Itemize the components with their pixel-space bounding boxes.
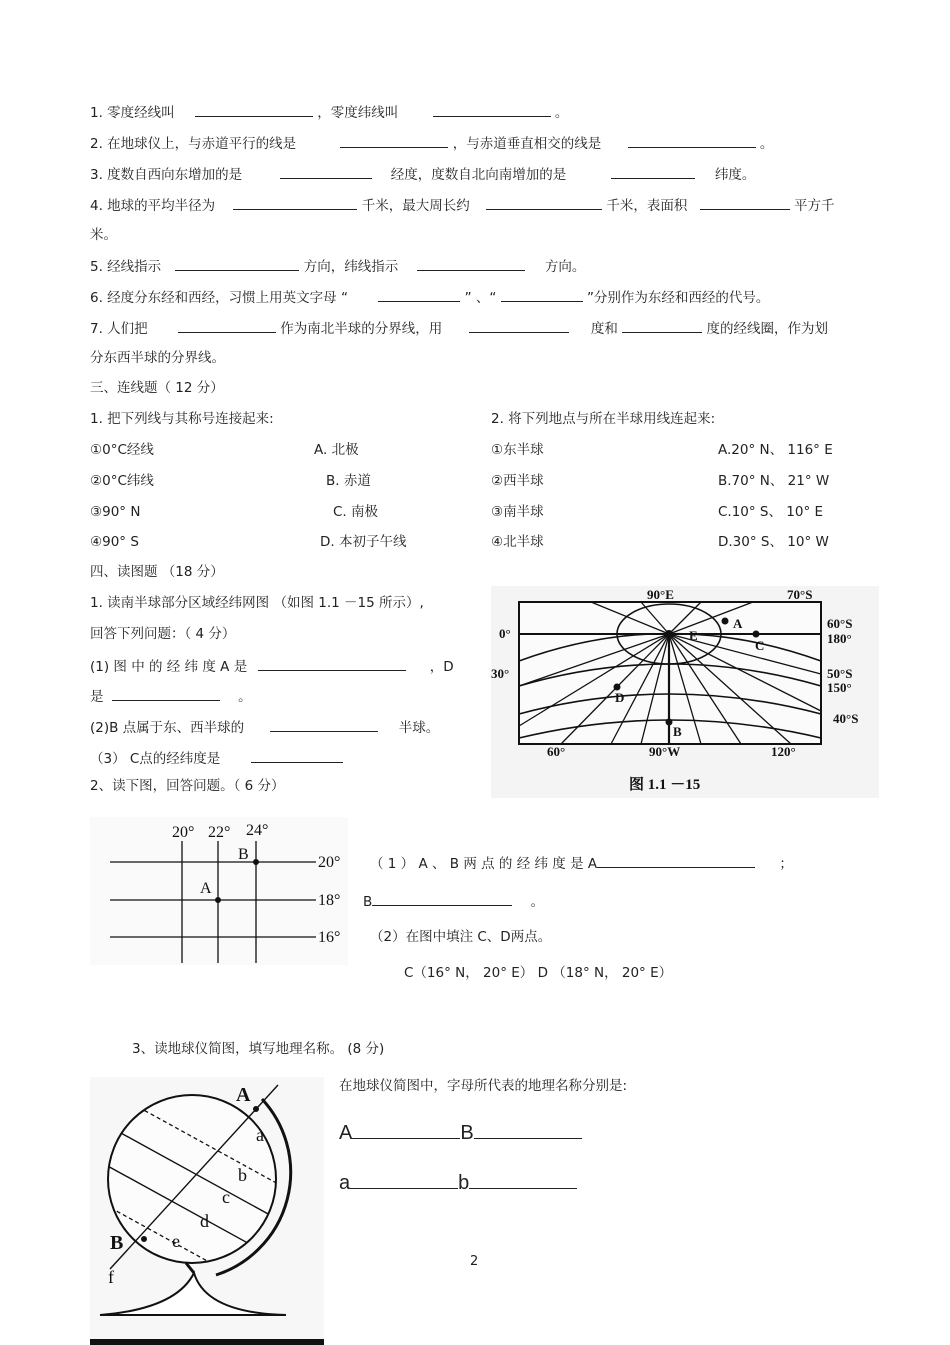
s4q2-title: 2、读下图，回答问题。（ 6 分） <box>90 778 285 794</box>
q7-blank-2[interactable] <box>469 318 569 333</box>
q7-blank-3[interactable] <box>622 318 702 333</box>
s4q2-p1 <box>370 853 793 873</box>
q7-blank-1[interactable] <box>178 318 276 333</box>
q5-blank-2[interactable] <box>417 256 525 271</box>
q1-text-b: ，零度纬线叫 <box>317 105 399 121</box>
q2-text-b: ，与赤道垂直相交的线是 <box>452 136 602 152</box>
s3q1-right-item[interactable]: C. 南极 <box>333 504 379 520</box>
s3q2-right-item[interactable]: C.10° S、 10° E <box>718 504 824 520</box>
s4q1-line4 <box>90 686 252 706</box>
s3q2-right-item[interactable]: D.30° S、 10° W <box>718 534 829 550</box>
figure-grid <box>90 817 348 965</box>
s3q2-right-item[interactable]: A.20° N、 116° E <box>718 442 833 458</box>
q1-text-a: 1. 零度经线叫 <box>90 105 175 121</box>
s3q2-title: 2. 将下列地点与所在半球用线连起来: <box>491 411 716 427</box>
q4-blank-2[interactable] <box>486 195 602 210</box>
s4q1-blank-A[interactable] <box>258 656 406 671</box>
q5-text-c: 方向。 <box>544 259 586 275</box>
q5-text-a: 5. 经线指示 <box>90 259 162 275</box>
s4q2-p2-text: B <box>363 894 373 910</box>
s3q2-right-item[interactable]: B.70° N、 21° W <box>718 473 830 489</box>
fig2-label: 24° <box>246 822 269 839</box>
fig3-label-b: b <box>238 1165 247 1185</box>
s4q3-ans-A-label: A <box>339 1122 353 1144</box>
s3q1-left-item[interactable]: ①0°C经线 <box>90 442 154 458</box>
s3q1-left-item[interactable]: ②0°C纬线 <box>90 473 154 489</box>
s4q2-blank-B[interactable] <box>372 891 512 906</box>
s4q1-l6-text: （3） C点的经纬度是 <box>90 751 221 767</box>
s3q1-right-item[interactable]: A. 北极 <box>314 442 359 458</box>
s4q3-ans-B-label: B <box>460 1122 474 1144</box>
s4q2-p1-text: （ 1 ） A 、 B 两 点 的 经 纬 度 是 A <box>370 856 598 872</box>
s3q1-left-item[interactable]: ③90° N <box>90 504 141 520</box>
fig3-label-a: a <box>256 1125 264 1145</box>
s4q1-line5 <box>90 717 439 737</box>
s4q3-title: 3、读地球仪简图，填写地理名称。 (8 分) <box>132 1041 385 1057</box>
fig3-label-f: f <box>108 1267 114 1287</box>
fig2-point-B: B <box>238 846 249 863</box>
q4-text-a: 4. 地球的平均半径为 <box>90 198 216 214</box>
s3q2-left-item[interactable]: ②西半球 <box>491 473 544 489</box>
s4q2-blank-A[interactable] <box>597 853 755 868</box>
fig3-label-A: A <box>236 1084 251 1106</box>
fig3-label-B: B <box>110 1232 124 1254</box>
fig3-label-c: c <box>222 1187 230 1207</box>
s3q2-left-item[interactable]: ③南半球 <box>491 504 544 520</box>
s4q1-line2: 回答下列问题：（ 4 分） <box>90 626 236 642</box>
fig3-label-d: d <box>200 1211 209 1231</box>
s4q2-p1-text-b: ； <box>779 856 793 872</box>
q4-blank-1[interactable] <box>233 195 357 210</box>
fig1-label: 60°S <box>827 616 853 631</box>
q7-text-a: 7. 人们把 <box>90 321 148 337</box>
s4q1-blank-C[interactable] <box>251 748 343 763</box>
s4q1-l5-text-b: 半球。 <box>398 720 440 736</box>
q3-text-b: 经度，度数自北向南增加的是 <box>390 167 567 183</box>
fig2-label: 20° <box>318 854 341 871</box>
section4-title: 四、读图题 （18 分） <box>90 564 224 580</box>
q5-blank-1[interactable] <box>175 256 299 271</box>
fig2-label: 16° <box>318 929 341 946</box>
fig2-label: 22° <box>208 824 231 841</box>
s4q1-l5-text: (2)B 点属于东、西半球的 <box>90 720 245 736</box>
fig1-label: 90°E <box>647 587 674 602</box>
fig2-point-A: A <box>200 880 212 897</box>
q4-blank-3[interactable] <box>700 195 790 210</box>
fig1-label: 0° <box>499 626 511 641</box>
s4q3-intro: 在地球仪简图中，字母所代表的地理名称分别是: <box>339 1078 628 1094</box>
s4q1-line3 <box>90 656 454 676</box>
q4-text-e: 米。 <box>90 227 117 243</box>
fig1-point-A: A <box>733 616 743 631</box>
figure-globe <box>90 1077 324 1345</box>
s3q1-left-item[interactable]: ④90° S <box>90 534 139 550</box>
s3q1-right-item[interactable]: D. 本初子午线 <box>320 534 407 550</box>
fig1-label: 70°S <box>787 587 813 602</box>
fig1-point-E: E <box>689 628 698 643</box>
s4q3-blank-b[interactable] <box>469 1170 577 1189</box>
q3-text-a: 3. 度数自西向东增加的是 <box>90 167 243 183</box>
q3-line <box>90 164 755 184</box>
s3q2-left-item[interactable]: ①东半球 <box>491 442 544 458</box>
s4q1-l3-text: (1) 图 中 的 经 纬 度 A 是 <box>90 659 248 675</box>
s4q1-l3-text-b: ，D <box>429 659 454 675</box>
q2-text-a: 2. 在地球仪上，与赤道平行的线是 <box>90 136 297 152</box>
q6-text-c: ”分别作为东经和西经的代号。 <box>586 290 770 306</box>
fig3-label-e: e <box>172 1231 180 1251</box>
fig1-caption: 图 1.1 －15 <box>629 777 701 793</box>
s4q1-l4-text: 是 <box>90 689 104 705</box>
s3q1-title: 1. 把下列线与其称号连接起来: <box>90 411 274 427</box>
fig1-point-D: D <box>615 690 625 705</box>
fig1-point-B: B <box>673 724 682 739</box>
q1-line <box>90 102 568 122</box>
s4q3-blank-A[interactable] <box>352 1120 460 1139</box>
q7-text-e: 分东西半球的分界线。 <box>90 350 225 366</box>
q7-line <box>90 318 828 338</box>
q7-text-c: 度和 <box>590 321 618 337</box>
s4q2-p2 <box>363 891 544 911</box>
s4q1-blank-B[interactable] <box>270 717 378 732</box>
q6-blank-1[interactable] <box>378 287 460 302</box>
s4q1-blank-D[interactable] <box>112 686 220 701</box>
fig1-label: 90°W <box>649 744 681 759</box>
q6-blank-2[interactable] <box>501 287 583 302</box>
q4-line <box>90 195 834 215</box>
q1-blank-2[interactable] <box>433 102 551 117</box>
figure-graticule-south <box>491 586 879 798</box>
s4q2-p2-text-b: 。 <box>530 894 545 910</box>
q7-text-b: 作为南北半球的分界线，用 <box>280 321 443 337</box>
q2-line <box>90 133 773 153</box>
s4q2-p3: （2）在图中填注 C、D两点。 <box>370 929 552 945</box>
q2-blank-1[interactable] <box>340 133 448 148</box>
q6-text-a: 6. 经度分东经和西经，习惯上用英文字母 “ <box>90 290 348 306</box>
s4q3-answer-row2 <box>339 1170 577 1195</box>
s4q2-p4: C（16° N， 20° E） D （18° N， 20° E） <box>404 965 673 981</box>
s4q3-answer-row1 <box>339 1120 582 1145</box>
s4q3-ans-a-label: a <box>339 1172 351 1194</box>
section3-title: 三、连线题（ 12 分） <box>90 380 224 396</box>
q3-text-c: 纬度。 <box>714 167 756 183</box>
q6-text-b: ” 、“ <box>464 290 497 306</box>
fig1-label: 30° <box>491 666 510 681</box>
q5-line <box>90 256 585 276</box>
q4-text-b: 千米，最大周长约 <box>361 198 470 214</box>
s3q2-left-item[interactable]: ④北半球 <box>491 534 544 550</box>
s4q1-l4-text-b: 。 <box>238 689 252 705</box>
fig2-label: 20° <box>172 824 195 841</box>
q3-blank-2[interactable] <box>611 164 695 179</box>
fig1-point-C: C <box>755 638 765 653</box>
q4-text-c: 千米，表面积 <box>606 198 688 214</box>
s4q1-line6 <box>90 748 343 768</box>
fig1-label: 120° <box>771 744 796 759</box>
q3-blank-1[interactable] <box>280 164 372 179</box>
fig1-label: 40°S <box>833 711 859 726</box>
q6-line <box>90 287 769 307</box>
fig1-label: 60° <box>547 744 566 759</box>
q4-text-d: 平方千 <box>793 198 835 214</box>
q2-blank-2[interactable] <box>628 133 756 148</box>
s4q3-blank-B[interactable] <box>474 1120 582 1139</box>
s4q3-ans-b-label: b <box>458 1172 470 1194</box>
s4q1-line1: 1. 读南半球部分区域经纬网图 （如图 1.1 －15 所示）, <box>90 595 424 611</box>
q2-text-c: 。 <box>759 136 774 152</box>
fig1-label: 150° <box>827 680 852 695</box>
s3q1-right-item[interactable]: B. 赤道 <box>326 473 371 489</box>
fig1-label: 50°S <box>827 666 853 681</box>
q5-text-b: 方向，纬线指示 <box>303 259 399 275</box>
q1-blank-1[interactable] <box>195 102 313 117</box>
page-number: 2 <box>470 1254 479 1269</box>
s4q3-blank-a[interactable] <box>350 1170 458 1189</box>
fig2-label: 18° <box>318 892 341 909</box>
q7-text-d: 度的经线圈，作为划 <box>706 321 828 337</box>
q1-text-c: 。 <box>554 105 569 121</box>
fig1-label: 180° <box>827 631 852 646</box>
